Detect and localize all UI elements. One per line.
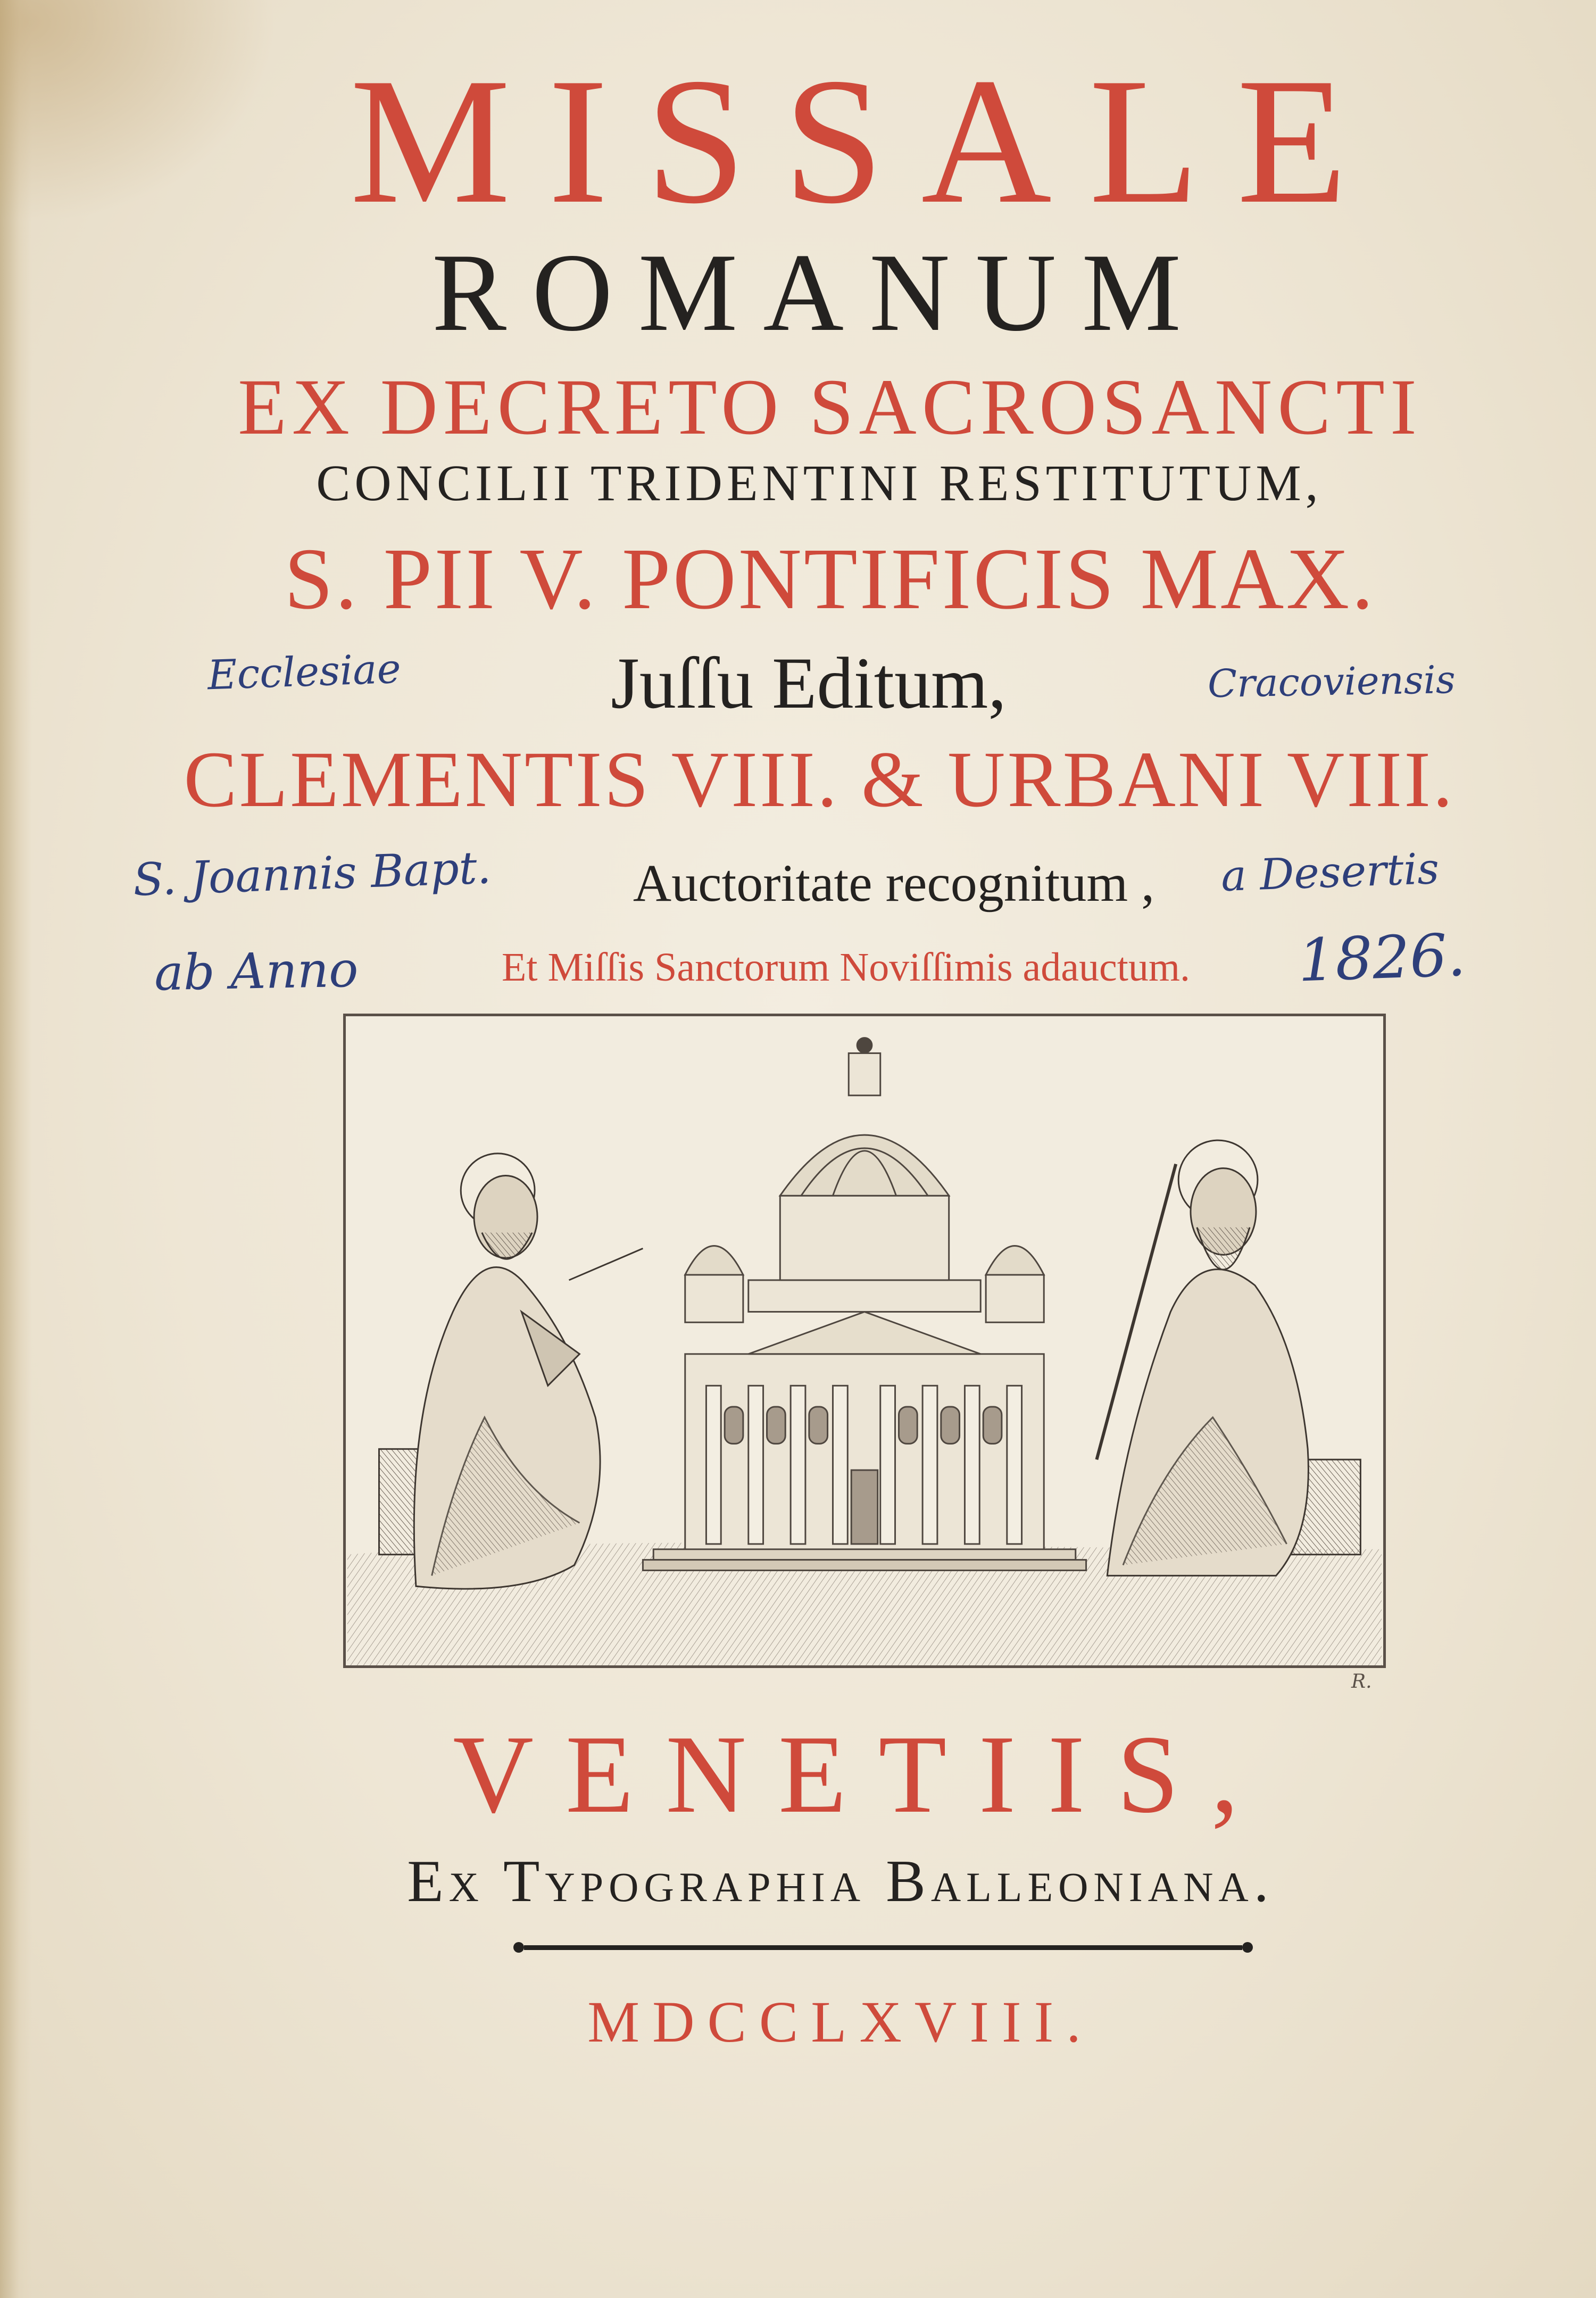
subtitle-concilii: CONCILII TRIDENTINI RESTITUTUM,	[316, 454, 1323, 511]
engraver-mark: R.	[1351, 1671, 1372, 1693]
subtitle-decreto: EX DECRETO SACROSANCTI	[238, 363, 1422, 451]
manuscript-date: 1826.	[1296, 920, 1467, 995]
manuscript-note: Ecclesiae	[206, 644, 402, 699]
title-romanum: ROMANUM	[431, 231, 1207, 354]
title-missale: MISSALE	[350, 40, 1385, 241]
imprint-printer: Ex Typographia Balleoniana.	[407, 1848, 1274, 1914]
subtitle-pii: S. PII V. PONTIFICIS MAX.	[284, 530, 1376, 627]
ornamental-rule	[513, 1942, 1253, 1953]
manuscript-note: a Desertis	[1220, 843, 1440, 901]
imprint-place: VENETIIS,	[453, 1713, 1271, 1836]
subtitle-jussu: Juſſu Editum,	[611, 642, 1007, 724]
subtitle-missis: Et Miſſis Sanctorum Noviſſimis adauctum.	[501, 945, 1190, 990]
subtitle-clementis: CLEMENTIS VIII. & URBANI VIII.	[184, 735, 1455, 824]
manuscript-note: ab Anno	[154, 941, 359, 1002]
engraving-st-peters-with-apostles	[343, 1014, 1386, 1668]
imprint-year: MDCCLXVIII.	[587, 1989, 1094, 2054]
manuscript-note: S. Joannis Bapt.	[132, 841, 492, 906]
subtitle-auctoritate: Auctoritate recognitum ,	[633, 853, 1155, 912]
manuscript-note: Cracoviensis	[1207, 657, 1456, 707]
